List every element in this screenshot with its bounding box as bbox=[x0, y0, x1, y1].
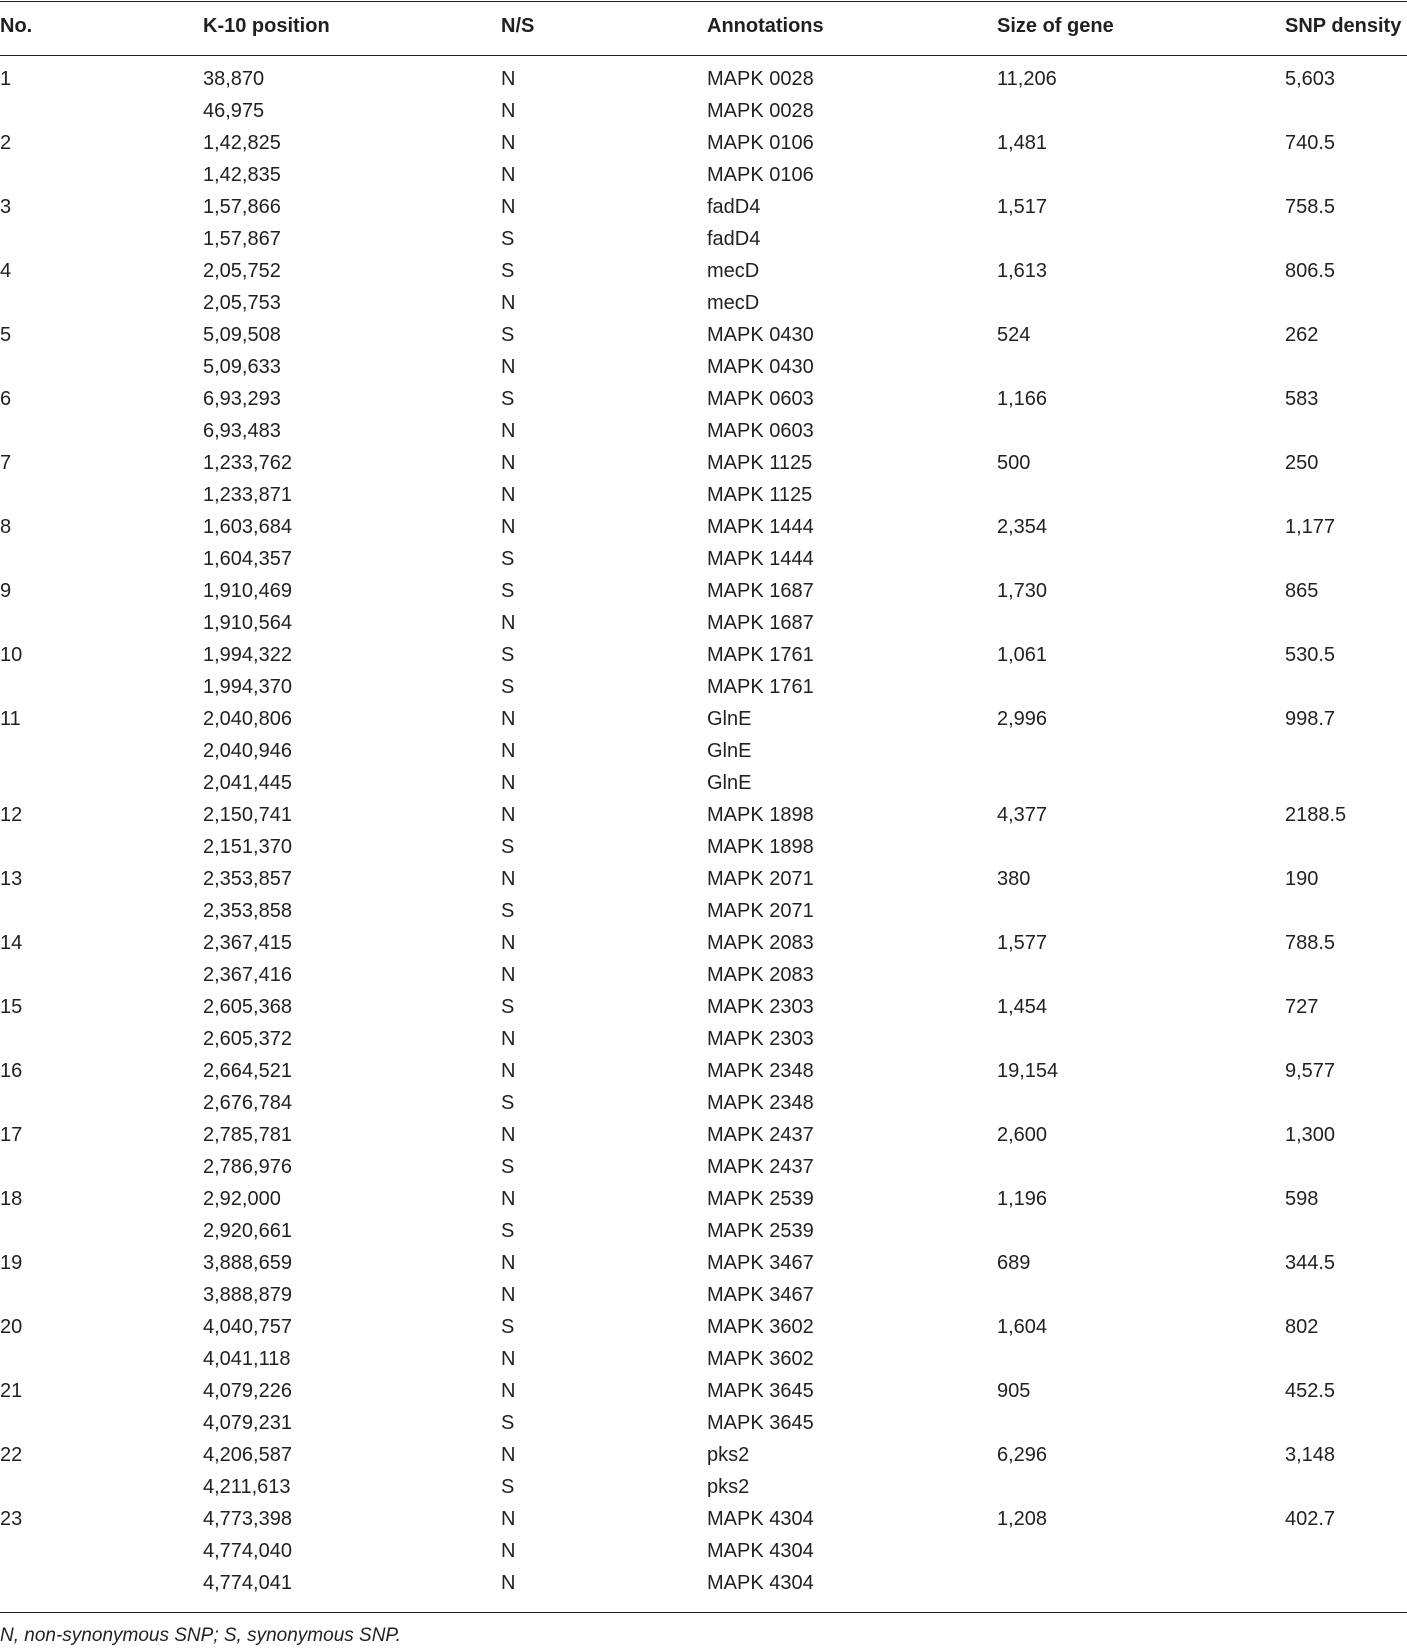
cell-ns: N bbox=[501, 164, 516, 186]
cell-snp-density: 344.5 bbox=[1285, 1252, 1336, 1274]
table-row bbox=[0, 160, 1407, 192]
cell-k10-position: 2,92,000 bbox=[203, 1188, 281, 1210]
cell-k10-position: 2,605,372 bbox=[203, 1028, 292, 1050]
table-row bbox=[0, 288, 1407, 320]
table-row bbox=[0, 128, 1407, 160]
cell-annotation: MAPK 2539 bbox=[707, 1188, 814, 1210]
table-row bbox=[0, 1056, 1407, 1088]
cell-annotation: pks2 bbox=[707, 1444, 750, 1466]
table-body bbox=[0, 64, 1407, 1600]
cell-no: 10 bbox=[0, 644, 23, 666]
cell-k10-position: 3,888,659 bbox=[203, 1252, 292, 1274]
cell-k10-position: 38,870 bbox=[203, 68, 265, 90]
table-row bbox=[0, 1088, 1407, 1120]
cell-snp-density: 530.5 bbox=[1285, 644, 1336, 666]
cell-k10-position: 1,57,866 bbox=[203, 196, 281, 218]
cell-ns: N bbox=[501, 1188, 516, 1210]
cell-no: 16 bbox=[0, 1060, 23, 1082]
cell-size-of-gene: 19,154 bbox=[997, 1060, 1059, 1082]
cell-ns: S bbox=[501, 1156, 515, 1178]
table-row bbox=[0, 1216, 1407, 1248]
cell-snp-density: 788.5 bbox=[1285, 932, 1336, 954]
cell-k10-position: 6,93,293 bbox=[203, 388, 281, 410]
header-ns: N/S bbox=[501, 15, 535, 37]
cell-size-of-gene: 1,196 bbox=[997, 1188, 1048, 1210]
table-row bbox=[0, 832, 1407, 864]
cell-annotation: MAPK 0028 bbox=[707, 68, 814, 90]
cell-annotation: GlnE bbox=[707, 740, 752, 762]
cell-ns: N bbox=[501, 356, 516, 378]
cell-ns: N bbox=[501, 68, 516, 90]
cell-ns: N bbox=[501, 1380, 516, 1402]
cell-no: 19 bbox=[0, 1252, 23, 1274]
cell-ns: S bbox=[501, 1220, 515, 1242]
cell-snp-density: 2188.5 bbox=[1285, 804, 1347, 826]
cell-snp-density: 727 bbox=[1285, 996, 1319, 1018]
cell-annotation: MAPK 4304 bbox=[707, 1572, 814, 1594]
cell-k10-position: 4,079,226 bbox=[203, 1380, 292, 1402]
cell-k10-position: 2,605,368 bbox=[203, 996, 292, 1018]
cell-no: 17 bbox=[0, 1124, 23, 1146]
cell-annotation: mecD bbox=[707, 260, 760, 282]
cell-ns: N bbox=[501, 1508, 516, 1530]
cell-no: 22 bbox=[0, 1444, 23, 1466]
cell-no: 9 bbox=[0, 580, 12, 602]
table-row bbox=[0, 1344, 1407, 1376]
cell-size-of-gene: 2,354 bbox=[997, 516, 1048, 538]
cell-annotation: fadD4 bbox=[707, 228, 761, 250]
table-row bbox=[0, 1504, 1407, 1536]
cell-no: 20 bbox=[0, 1316, 23, 1338]
cell-size-of-gene: 905 bbox=[997, 1380, 1031, 1402]
cell-ns: N bbox=[501, 132, 516, 154]
cell-ns: S bbox=[501, 388, 515, 410]
header-snp-density: SNP density bbox=[1285, 15, 1402, 37]
cell-no: 12 bbox=[0, 804, 23, 826]
cell-snp-density: 1,177 bbox=[1285, 516, 1336, 538]
cell-ns: S bbox=[501, 260, 515, 282]
cell-annotation: MAPK 1687 bbox=[707, 580, 814, 602]
cell-annotation: MAPK 1125 bbox=[707, 484, 813, 506]
cell-k10-position: 2,785,781 bbox=[203, 1124, 292, 1146]
table-row bbox=[0, 224, 1407, 256]
cell-ns: N bbox=[501, 932, 516, 954]
table-header bbox=[0, 0, 1407, 54]
table-footnote: N, non-synonymous SNP; S, synonymous SNP. bbox=[0, 1625, 401, 1646]
cell-ns: N bbox=[501, 1444, 516, 1466]
cell-snp-density: 583 bbox=[1285, 388, 1319, 410]
cell-ns: S bbox=[501, 1316, 515, 1338]
table-row bbox=[0, 320, 1407, 352]
cell-no: 21 bbox=[0, 1380, 23, 1402]
cell-snp-density: 250 bbox=[1285, 452, 1319, 474]
cell-snp-density: 998.7 bbox=[1285, 708, 1336, 730]
cell-ns: N bbox=[501, 804, 516, 826]
cell-annotation: GlnE bbox=[707, 708, 752, 730]
cell-annotation: MAPK 1898 bbox=[707, 836, 814, 858]
table-row bbox=[0, 544, 1407, 576]
cell-annotation: MAPK 2348 bbox=[707, 1060, 814, 1082]
table-row bbox=[0, 64, 1407, 96]
cell-size-of-gene: 2,996 bbox=[997, 708, 1048, 730]
cell-ns: N bbox=[501, 1348, 516, 1370]
header-k10-position: K-10 position bbox=[203, 15, 330, 37]
cell-ns: N bbox=[501, 964, 516, 986]
table-row bbox=[0, 960, 1407, 992]
cell-size-of-gene: 4,377 bbox=[997, 804, 1048, 826]
cell-annotation: MAPK 4304 bbox=[707, 1540, 814, 1562]
cell-k10-position: 1,57,867 bbox=[203, 228, 281, 250]
cell-k10-position: 2,920,661 bbox=[203, 1220, 292, 1242]
cell-annotation: MAPK 1444 bbox=[707, 548, 814, 570]
cell-size-of-gene: 500 bbox=[997, 452, 1031, 474]
cell-no: 6 bbox=[0, 388, 12, 410]
cell-annotation: MAPK 1125 bbox=[707, 452, 813, 474]
cell-annotation: MAPK 1687 bbox=[707, 612, 814, 634]
table-row bbox=[0, 608, 1407, 640]
table-row bbox=[0, 192, 1407, 224]
cell-k10-position: 1,994,370 bbox=[203, 676, 292, 698]
cell-k10-position: 2,05,753 bbox=[203, 292, 281, 314]
cell-size-of-gene: 1,481 bbox=[997, 132, 1048, 154]
cell-ns: S bbox=[501, 676, 515, 698]
cell-ns: N bbox=[501, 612, 516, 634]
cell-annotation: MAPK 0430 bbox=[707, 324, 814, 346]
cell-size-of-gene: 2,600 bbox=[997, 1124, 1048, 1146]
table-row bbox=[0, 1440, 1407, 1472]
cell-snp-density: 740.5 bbox=[1285, 132, 1336, 154]
cell-ns: N bbox=[501, 1284, 516, 1306]
cell-k10-position: 4,079,231 bbox=[203, 1412, 292, 1434]
table-row bbox=[0, 1568, 1407, 1600]
cell-annotation: MAPK 0603 bbox=[707, 420, 814, 442]
cell-no: 13 bbox=[0, 868, 23, 890]
cell-annotation: MAPK 3467 bbox=[707, 1284, 814, 1306]
cell-size-of-gene: 380 bbox=[997, 868, 1031, 890]
cell-annotation: MAPK 2083 bbox=[707, 964, 814, 986]
table-row bbox=[0, 1312, 1407, 1344]
table-row bbox=[0, 1536, 1407, 1568]
cell-ns: N bbox=[501, 484, 516, 506]
cell-ns: S bbox=[501, 644, 515, 666]
cell-no: 4 bbox=[0, 260, 12, 282]
cell-annotation: MAPK 0430 bbox=[707, 356, 814, 378]
cell-annotation: MAPK 0106 bbox=[707, 132, 814, 154]
cell-annotation: pks2 bbox=[707, 1476, 750, 1498]
cell-no: 15 bbox=[0, 996, 23, 1018]
cell-snp-density: 806.5 bbox=[1285, 260, 1336, 282]
cell-ns: S bbox=[501, 1412, 515, 1434]
cell-k10-position: 4,040,757 bbox=[203, 1316, 292, 1338]
cell-ns: N bbox=[501, 1540, 516, 1562]
cell-annotation: MAPK 3467 bbox=[707, 1252, 814, 1274]
cell-annotation: MAPK 2348 bbox=[707, 1092, 814, 1114]
cell-ns: N bbox=[501, 772, 516, 794]
table-header-rule bbox=[0, 55, 1407, 56]
cell-ns: S bbox=[501, 1476, 515, 1498]
cell-no: 7 bbox=[0, 452, 12, 474]
cell-annotation: GlnE bbox=[707, 772, 752, 794]
cell-ns: S bbox=[501, 580, 515, 602]
cell-annotation: mecD bbox=[707, 292, 760, 314]
cell-annotation: MAPK 4304 bbox=[707, 1508, 814, 1530]
cell-no: 8 bbox=[0, 516, 12, 538]
cell-k10-position: 2,040,806 bbox=[203, 708, 292, 730]
cell-size-of-gene: 11,206 bbox=[997, 68, 1057, 90]
cell-k10-position: 1,42,835 bbox=[203, 164, 281, 186]
cell-ns: S bbox=[501, 228, 515, 250]
table-row bbox=[0, 864, 1407, 896]
cell-snp-density: 5,603 bbox=[1285, 68, 1336, 90]
table-row bbox=[0, 1280, 1407, 1312]
cell-snp-density: 802 bbox=[1285, 1316, 1319, 1338]
table-row bbox=[0, 992, 1407, 1024]
table-row bbox=[0, 1120, 1407, 1152]
cell-k10-position: 1,42,825 bbox=[203, 132, 281, 154]
cell-no: 3 bbox=[0, 196, 12, 218]
cell-no: 2 bbox=[0, 132, 12, 154]
cell-size-of-gene: 689 bbox=[997, 1252, 1031, 1274]
table-row bbox=[0, 1152, 1407, 1184]
table-row bbox=[0, 1248, 1407, 1280]
table-row bbox=[0, 672, 1407, 704]
cell-ns: N bbox=[501, 1252, 516, 1274]
cell-k10-position: 1,604,357 bbox=[203, 548, 292, 570]
cell-k10-position: 4,773,398 bbox=[203, 1508, 292, 1530]
cell-k10-position: 46,975 bbox=[203, 100, 265, 122]
cell-snp-density: 598 bbox=[1285, 1188, 1319, 1210]
cell-ns: N bbox=[501, 1028, 516, 1050]
cell-size-of-gene: 1,166 bbox=[997, 388, 1048, 410]
cell-k10-position: 2,040,946 bbox=[203, 740, 292, 762]
cell-size-of-gene: 6,296 bbox=[997, 1444, 1048, 1466]
cell-snp-density: 1,300 bbox=[1285, 1124, 1336, 1146]
cell-ns: N bbox=[501, 1124, 516, 1146]
cell-ns: N bbox=[501, 1572, 516, 1594]
table-row bbox=[0, 1184, 1407, 1216]
cell-annotation: MAPK 2539 bbox=[707, 1220, 814, 1242]
cell-k10-position: 2,676,784 bbox=[203, 1092, 292, 1114]
cell-ns: N bbox=[501, 420, 516, 442]
cell-k10-position: 6,93,483 bbox=[203, 420, 281, 442]
cell-annotation: MAPK 1444 bbox=[707, 516, 814, 538]
cell-size-of-gene: 1,604 bbox=[997, 1316, 1048, 1338]
header-annotations: Annotations bbox=[707, 15, 824, 37]
table-row bbox=[0, 928, 1407, 960]
table-row bbox=[0, 96, 1407, 128]
table-row bbox=[0, 736, 1407, 768]
cell-annotation: MAPK 1761 bbox=[707, 676, 814, 698]
cell-k10-position: 2,664,521 bbox=[203, 1060, 292, 1082]
cell-k10-position: 4,774,041 bbox=[203, 1572, 292, 1594]
cell-ns: N bbox=[501, 452, 516, 474]
table-row bbox=[0, 896, 1407, 928]
cell-no: 14 bbox=[0, 932, 23, 954]
table-row bbox=[0, 704, 1407, 736]
cell-ns: S bbox=[501, 324, 515, 346]
table-row bbox=[0, 1376, 1407, 1408]
cell-ns: N bbox=[501, 740, 516, 762]
cell-ns: N bbox=[501, 196, 516, 218]
cell-ns: N bbox=[501, 516, 516, 538]
table-bottom-rule bbox=[0, 1612, 1407, 1613]
table-row bbox=[0, 576, 1407, 608]
header-size-of-gene: Size of gene bbox=[997, 15, 1114, 37]
cell-k10-position: 3,888,879 bbox=[203, 1284, 292, 1306]
cell-annotation: MAPK 2303 bbox=[707, 1028, 814, 1050]
cell-size-of-gene: 1,613 bbox=[997, 260, 1048, 282]
cell-size-of-gene: 1,061 bbox=[997, 644, 1048, 666]
table-row bbox=[0, 1408, 1407, 1440]
cell-snp-density: 9,577 bbox=[1285, 1060, 1336, 1082]
cell-k10-position: 5,09,508 bbox=[203, 324, 281, 346]
cell-annotation: MAPK 1898 bbox=[707, 804, 814, 826]
cell-ns: S bbox=[501, 1092, 515, 1114]
cell-size-of-gene: 1,454 bbox=[997, 996, 1048, 1018]
cell-k10-position: 4,211,613 bbox=[203, 1476, 291, 1498]
cell-k10-position: 2,151,370 bbox=[203, 836, 292, 858]
cell-annotation: MAPK 3602 bbox=[707, 1348, 814, 1370]
cell-ns: N bbox=[501, 100, 516, 122]
table-row bbox=[0, 384, 1407, 416]
cell-ns: S bbox=[501, 900, 515, 922]
cell-annotation: MAPK 2071 bbox=[707, 900, 814, 922]
cell-ns: S bbox=[501, 836, 515, 858]
cell-k10-position: 2,786,976 bbox=[203, 1156, 292, 1178]
cell-ns: N bbox=[501, 1060, 516, 1082]
cell-annotation: MAPK 3645 bbox=[707, 1412, 814, 1434]
table-row bbox=[0, 1472, 1407, 1504]
cell-ns: N bbox=[501, 868, 516, 890]
cell-annotation: MAPK 2437 bbox=[707, 1156, 814, 1178]
cell-snp-density: 402.7 bbox=[1285, 1508, 1336, 1530]
cell-k10-position: 4,041,118 bbox=[203, 1348, 291, 1370]
cell-k10-position: 2,353,858 bbox=[203, 900, 292, 922]
table-row bbox=[0, 480, 1407, 512]
cell-annotation: MAPK 0106 bbox=[707, 164, 814, 186]
table-row bbox=[0, 352, 1407, 384]
cell-ns: S bbox=[501, 996, 515, 1018]
cell-annotation: MAPK 3602 bbox=[707, 1316, 814, 1338]
header-no: No. bbox=[0, 15, 33, 37]
table-row bbox=[0, 448, 1407, 480]
cell-annotation: MAPK 0028 bbox=[707, 100, 814, 122]
cell-snp-density: 865 bbox=[1285, 580, 1319, 602]
cell-k10-position: 2,041,445 bbox=[203, 772, 292, 794]
cell-k10-position: 1,233,762 bbox=[203, 452, 292, 474]
table-row bbox=[0, 512, 1407, 544]
cell-ns: N bbox=[501, 292, 516, 314]
cell-k10-position: 1,233,871 bbox=[203, 484, 292, 506]
cell-k10-position: 1,994,322 bbox=[203, 644, 292, 666]
cell-snp-density: 262 bbox=[1285, 324, 1319, 346]
cell-no: 23 bbox=[0, 1508, 23, 1530]
table-row bbox=[0, 640, 1407, 672]
cell-k10-position: 2,353,857 bbox=[203, 868, 292, 890]
cell-snp-density: 758.5 bbox=[1285, 196, 1336, 218]
cell-k10-position: 1,603,684 bbox=[203, 516, 292, 538]
cell-k10-position: 2,367,415 bbox=[203, 932, 292, 954]
cell-annotation: fadD4 bbox=[707, 196, 761, 218]
cell-annotation: MAPK 2303 bbox=[707, 996, 814, 1018]
cell-k10-position: 4,206,587 bbox=[203, 1444, 292, 1466]
table-row bbox=[0, 768, 1407, 800]
cell-size-of-gene: 1,730 bbox=[997, 580, 1048, 602]
cell-k10-position: 1,910,469 bbox=[203, 580, 292, 602]
cell-snp-density: 452.5 bbox=[1285, 1380, 1336, 1402]
cell-k10-position: 4,774,040 bbox=[203, 1540, 292, 1562]
cell-annotation: MAPK 2437 bbox=[707, 1124, 814, 1146]
table-row bbox=[0, 1024, 1407, 1056]
cell-no: 18 bbox=[0, 1188, 23, 1210]
cell-snp-density: 190 bbox=[1285, 868, 1319, 890]
cell-no: 5 bbox=[0, 324, 12, 346]
table-row bbox=[0, 416, 1407, 448]
cell-ns: S bbox=[501, 548, 515, 570]
table-row bbox=[0, 800, 1407, 832]
cell-annotation: MAPK 1761 bbox=[707, 644, 814, 666]
table-row bbox=[0, 256, 1407, 288]
cell-k10-position: 5,09,633 bbox=[203, 356, 281, 378]
cell-snp-density: 3,148 bbox=[1285, 1444, 1336, 1466]
cell-k10-position: 2,367,416 bbox=[203, 964, 292, 986]
cell-size-of-gene: 1,577 bbox=[997, 932, 1048, 954]
cell-k10-position: 1,910,564 bbox=[203, 612, 292, 634]
cell-annotation: MAPK 2083 bbox=[707, 932, 814, 954]
cell-no: 11 bbox=[0, 708, 21, 730]
cell-k10-position: 2,150,741 bbox=[203, 804, 292, 826]
cell-annotation: MAPK 0603 bbox=[707, 388, 814, 410]
cell-size-of-gene: 524 bbox=[997, 324, 1031, 346]
cell-no: 1 bbox=[0, 68, 12, 90]
cell-annotation: MAPK 2071 bbox=[707, 868, 814, 890]
cell-k10-position: 2,05,752 bbox=[203, 260, 281, 282]
cell-annotation: MAPK 3645 bbox=[707, 1380, 814, 1402]
cell-size-of-gene: 1,517 bbox=[997, 196, 1048, 218]
cell-size-of-gene: 1,208 bbox=[997, 1508, 1048, 1530]
cell-ns: N bbox=[501, 708, 516, 730]
